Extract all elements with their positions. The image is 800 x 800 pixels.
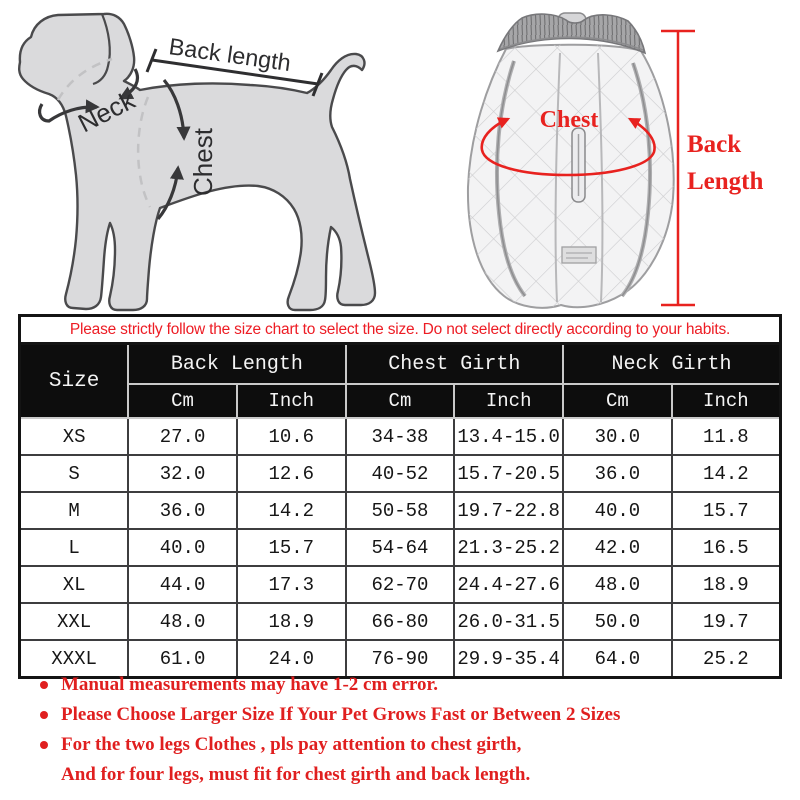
back-length-group-header: Back Length [128, 344, 345, 385]
value-cell: 18.9 [672, 566, 781, 603]
chest-girth-group-header: Chest Girth [346, 344, 563, 385]
note-item [30, 674, 786, 696]
note-item [30, 704, 786, 726]
note-text: Please Choose Larger Size If Your Pet Grows Fast or Between 2 Sizes [61, 704, 621, 725]
chest-label-jacket: Chest [539, 107, 599, 133]
size-cell: S [20, 455, 129, 492]
size-cell: XXL [20, 603, 129, 640]
value-cell: 32.0 [128, 455, 237, 492]
brand-label [562, 247, 596, 263]
value-cell: 76-90 [346, 640, 455, 678]
value-cell: 11.8 [672, 418, 781, 455]
back-length-label-jacket-line2: Length [687, 168, 764, 195]
chest-label: Chest [188, 128, 218, 196]
value-cell: 16.5 [672, 529, 781, 566]
dog-measurement-diagram [0, 0, 400, 315]
jacket-measurement-diagram [430, 5, 790, 315]
fit-notes [30, 674, 786, 786]
table-row-xs [20, 418, 781, 455]
size-cell: XL [20, 566, 129, 603]
table-row-xl [20, 566, 781, 603]
value-cell: 17.3 [237, 566, 346, 603]
size-chart-table [18, 342, 782, 679]
value-cell: 42.0 [563, 529, 672, 566]
back-length-label-jacket-line1: Back [687, 131, 742, 158]
value-cell: 50-58 [346, 492, 455, 529]
value-cell: 62-70 [346, 566, 455, 603]
value-cell: 24.0 [237, 640, 346, 678]
bullet-icon [40, 681, 48, 689]
value-cell: 36.0 [128, 492, 237, 529]
value-cell: 15.7-20.5 [454, 455, 563, 492]
note-text: For the two legs Clothes , pls pay attention to chest girth, [61, 734, 522, 755]
value-cell: 15.7 [237, 529, 346, 566]
table-row-xxl [20, 603, 781, 640]
value-cell: 34-38 [346, 418, 455, 455]
value-cell: 15.7 [672, 492, 781, 529]
unit-header: Cm [563, 384, 672, 418]
table-row-m [20, 492, 781, 529]
value-cell: 26.0-31.5 [454, 603, 563, 640]
note-continuation: And for four legs, must fit for chest girth and back length. [61, 764, 531, 785]
value-cell: 14.2 [237, 492, 346, 529]
value-cell: 21.3-25.2 [454, 529, 563, 566]
unit-header: Cm [128, 384, 237, 418]
value-cell: 27.0 [128, 418, 237, 455]
unit-header: Inch [672, 384, 781, 418]
note-item [30, 734, 786, 756]
size-cell: L [20, 529, 129, 566]
value-cell: 14.2 [672, 455, 781, 492]
back-length-label: Back length [167, 33, 293, 77]
table-unit-header-row [20, 384, 781, 418]
value-cell: 66-80 [346, 603, 455, 640]
neck-label: Neck [73, 84, 140, 139]
size-cell: XXXL [20, 640, 129, 678]
table-row-xxxl [20, 640, 781, 678]
value-cell: 40-52 [346, 455, 455, 492]
value-cell: 10.6 [237, 418, 346, 455]
value-cell: 48.0 [563, 566, 672, 603]
value-cell: 50.0 [563, 603, 672, 640]
value-cell: 18.9 [237, 603, 346, 640]
size-column-header: Size [20, 344, 129, 419]
value-cell: 25.2 [672, 640, 781, 678]
size-cell: XS [20, 418, 129, 455]
value-cell: 54-64 [346, 529, 455, 566]
value-cell: 29.9-35.4 [454, 640, 563, 678]
value-cell: 44.0 [128, 566, 237, 603]
value-cell: 61.0 [128, 640, 237, 678]
unit-header: Inch [454, 384, 563, 418]
table-group-header-row [20, 344, 781, 385]
table-row-l [20, 529, 781, 566]
value-cell: 48.0 [128, 603, 237, 640]
value-cell: 19.7-22.8 [454, 492, 563, 529]
value-cell: 40.0 [128, 529, 237, 566]
neck-girth-group-header: Neck Girth [563, 344, 780, 385]
bullet-icon [40, 741, 48, 749]
size-chart-section [18, 314, 782, 679]
value-cell: 12.6 [237, 455, 346, 492]
value-cell: 40.0 [563, 492, 672, 529]
table-row-s [20, 455, 781, 492]
value-cell: 19.7 [672, 603, 781, 640]
size-cell: M [20, 492, 129, 529]
value-cell: 24.4-27.6 [454, 566, 563, 603]
value-cell: 30.0 [563, 418, 672, 455]
unit-header: Cm [346, 384, 455, 418]
value-cell: 36.0 [563, 455, 672, 492]
note-text: Manual measurements may have 1-2 cm error. [61, 674, 438, 695]
bullet-icon [40, 711, 48, 719]
value-cell: 13.4-15.0 [454, 418, 563, 455]
value-cell: 64.0 [563, 640, 672, 678]
size-warning-banner: Please strictly follow the size chart to select the size. Do not select directly according to your habits. [18, 314, 782, 342]
unit-header: Inch [237, 384, 346, 418]
